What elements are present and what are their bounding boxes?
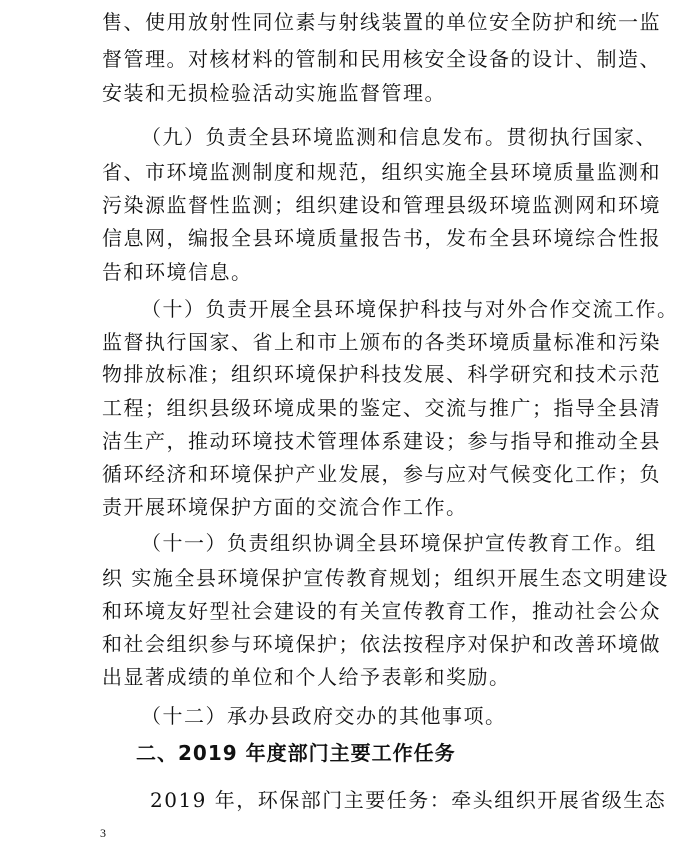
text-line: 安装和无损检验活动实施监督管理。 <box>102 81 446 105</box>
text-line: 责开展环境保护方面的交流合作工作。 <box>102 495 468 519</box>
paragraph-11-start: （十一）负责组织协调全县环境保护宣传教育工作。组 <box>141 531 657 555</box>
text-line: 信息网，编报全县环境质量报告书，发布全县环境综合性报 <box>102 226 661 250</box>
text-line: 循环经济和环境保护产业发展，参与应对气候变化工作；负 <box>102 462 661 486</box>
text-line: 和社会组织参与环境保护；依法按程序对保护和改善环境做 <box>102 632 661 656</box>
paragraph-12: （十二）承办县政府交办的其他事项。 <box>141 704 507 728</box>
paragraph-10-start: （十）负责开展全县环境保护科技与对外合作交流工作。 <box>141 297 679 321</box>
text-line: 监督执行国家、省上和市上颁布的各类环境质量标准和污染 <box>102 330 661 354</box>
paragraph-2019-start: 2019 年，环保部门主要任务：牵头组织开展省级生态 <box>150 788 667 812</box>
text-line: 告和环境信息。 <box>102 260 253 284</box>
text-line: 出显著成绩的单位和个人给予表彰和奖励。 <box>102 665 511 689</box>
text-line: 售、使用放射性同位素与射线装置的单位安全防护和统一监 <box>102 10 661 34</box>
section-heading: 二、2019 年度部门主要工作任务 <box>136 741 456 765</box>
text-line: 织 实施全县环境保护宣传教育规划；组织开展生态文明建设 <box>102 566 669 590</box>
page-number: 3 <box>100 826 106 840</box>
text-line: 物排放标准；组织环境保护科技发展、科学研究和技术示范 <box>102 362 661 386</box>
text-line: 督管理。对核材料的管制和民用核安全设备的设计、制造、 <box>102 47 661 71</box>
text-line: 污染源监督性监测；组织建设和管理县级环境监测网和环境 <box>102 193 661 217</box>
text-line: 和环境友好型社会建设的有关宣传教育工作，推动社会公众 <box>102 599 661 623</box>
text-line: 工程；组织县级环境成果的鉴定、交流与推广；指导全县清 <box>102 396 661 420</box>
text-line: 洁生产，推动环境技术管理体系建设；参与指导和推动全县 <box>102 429 661 453</box>
text-line: 省、市环境监测制度和规范，组织实施全县环境质量监测和 <box>102 160 661 184</box>
paragraph-9-start: （九）负责全县环境监测和信息发布。贯彻执行国家、 <box>141 125 657 149</box>
